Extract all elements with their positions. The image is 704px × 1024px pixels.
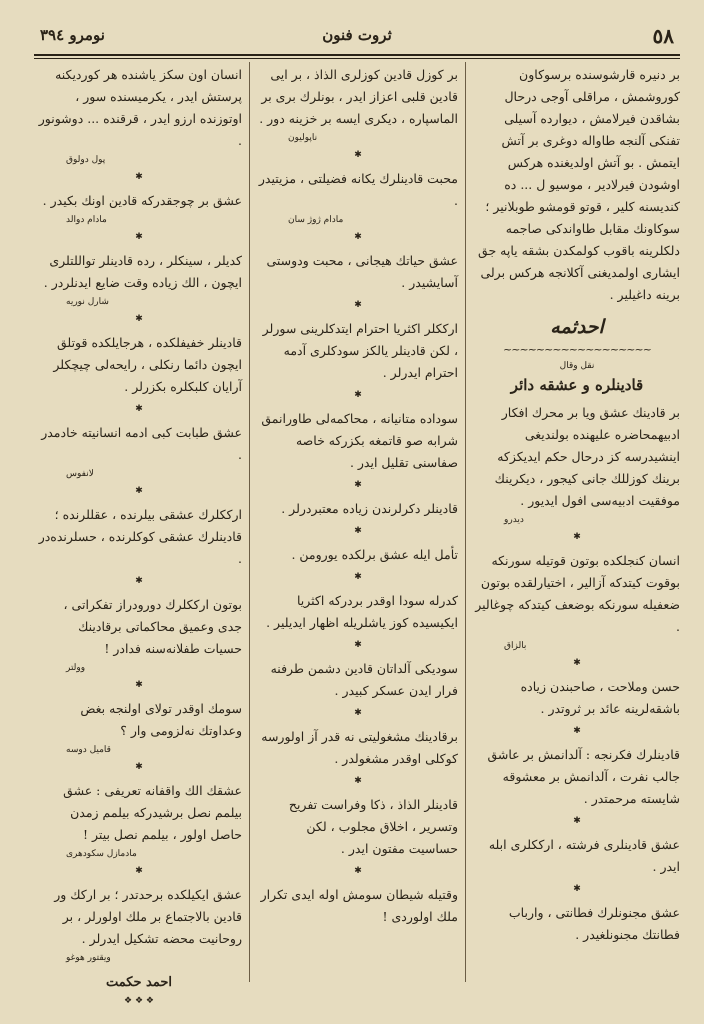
star-separator: ✱ (354, 390, 362, 400)
column-divider (465, 62, 466, 982)
quote-paragraph: سومك اوقدر تولای اولنجه بغض وعداوتك نه‌لزومی وار ؟ (80, 701, 242, 738)
quote-paragraph: انسان اون سکز یاشنده هر کوردیکنه پرستش ایدر ، یکرمیسنده سور ، اوتوزنده ارزو ایدر ، قرقنده ... دوشونور . (38, 67, 242, 148)
quote-paragraph: کدرله سودا اوقدر بردرکه اکثریا ایکیسیده کوز یاشلریله اظهار ایدیلیر . (266, 593, 458, 630)
quote-paragraph: عشق حیاتك هیجانی ، محبت ودوستی آسایشیدر . (266, 253, 458, 290)
left-column (36, 64, 242, 1006)
quote-paragraph: تأمل ایله عشق برلکده یورومن . (291, 547, 458, 562)
quote-paragraph: بوتون ارککلرك دورودراز تفکراتی ، جدی وعمیق محاکماتی برقادینك حسیات طفلانه‌سنه فدادر ! (63, 597, 242, 656)
star-separator: ✱ (354, 776, 362, 786)
quote-paragraph: وقتیله شیطان سومش اوله ایدی تکرار ملك اولوردی ! (260, 887, 458, 924)
quote-paragraph: انسان کنجلکده بوتون قوتیله‌ سورنکه بوقوت کیتدکه آزالیر ، اختیارلقده بوتون ضعفیله سورنکه بوضعف کیتدکه چوغالیر . (475, 553, 680, 634)
star-separator: ✱ (135, 404, 143, 414)
quote-author: قامیل دوسه (66, 745, 111, 755)
star-separator: ✱ (135, 172, 143, 182)
star-separator: ✱ (135, 576, 143, 586)
quote-paragraph: عشقك الك واقفانه تعریفی : عشق بیلمم نصل برشیدرکه بیلمم زمدن حاصل اولور ، بیلمم نصل بیتر ! (63, 783, 242, 842)
star-separator: ✱ (354, 526, 362, 536)
star-separator: ✱ (354, 232, 362, 242)
newspaper-page (34, 22, 680, 1006)
quote-author: مادام دوالد (66, 215, 107, 225)
star-separator: ✱ (354, 300, 362, 310)
star-separator: ✱ (354, 480, 362, 490)
star-separator: ✱ (135, 232, 143, 242)
header-rule-thin (34, 58, 680, 59)
quote-author: پول دولوق (66, 155, 106, 165)
quote-author: لانفوس (66, 469, 94, 479)
quote-author: ویقتور هوغو (66, 953, 111, 963)
quote-paragraph: قادینلر دکرلرندن زیاده معتبردرلر . (281, 501, 458, 516)
quote-paragraph: عشق قادینلری فرشته ، ارککلری ابله ایدر . (488, 837, 680, 874)
quote-paragraph: کدیلر ، سینکلر ، رده قادینلر تواللتلری ایچون ، الك زیاده وقت ضایع ایدنلردر . (43, 253, 242, 290)
star-separator: ✱ (573, 884, 581, 894)
quote-author: بالزاق (504, 641, 527, 651)
star-separator: ✱ (354, 150, 362, 160)
star-separator: ✱ (354, 572, 362, 582)
star-separator: ✱ (135, 762, 143, 772)
story-ending: بر دنیره قارشوسنده برسوکاون کوروشمش ، مراقلی آوجی درحال بشاقدن فیرلامش ، دیوارده آسیلی تفنکی آلنجه طاواله دوغری بر آتش ایتمش . بو آتش اولدیغنده هرکس اوشودن فیرلادیر ، موسیو ل ... ده کندیسنه کلیر ، قوتو قومشو طوبلانیر ؛ سوکاونك مقابل طاواندکی صاجمه دلکلرینه باقوب کولمکدن بشقه یاپه جق ایشاری اولمدیغنی آکلانجه هرکس برلی برینه داغیلیر . (478, 67, 680, 302)
right-column (474, 64, 680, 984)
journal-title: ثروت فنون (322, 26, 392, 44)
issue-number: نومرو ٣٩٤ (40, 26, 105, 44)
quote-author: دیدرو (504, 515, 524, 525)
quote-author: ناپولیون (288, 133, 318, 143)
page-header (34, 22, 680, 52)
quote-paragraph: سودیکی آلداتان قادین دشمن طرفنه فرار ایدن عسکر کبیدر . (270, 661, 458, 698)
star-separator: ✱ (573, 658, 581, 668)
left-column-quotes (36, 64, 242, 964)
author-signature: احمد حکمت (105, 975, 172, 990)
quote-author: شارل نوریه (66, 297, 109, 307)
star-separator: ✱ (135, 680, 143, 690)
quote-paragraph: قادینلرك فکرنجه : آلدانمش بر عاشق جالب نفرت ، آلدانمش بر معشوقه شایسته مرحمتدر . (487, 747, 680, 806)
quote-paragraph: عشق بر چوجقدرکه قادین اونك بکیدر . (42, 193, 242, 208)
wavy-divider: ~~~~~~~~~~~~~~~~~~ (503, 344, 651, 356)
header-rule (34, 54, 680, 56)
quote-paragraph: عشق طبابت کبی ادمه انسانیته خادمدر . (41, 425, 242, 462)
quote-paragraph: قادینلر الذاذ ، ذکا وفراست تفریح وتسریر ، اخلاق مجلوب ، لکن حساسیت مفتون ایدر . (288, 797, 458, 856)
section-subnote: نقل وقال (559, 361, 595, 371)
quote-paragraph: عشق مجنونلرك فطانتی ، وارباب فطانتك مجنونلغیدر . (508, 905, 680, 942)
star-separator: ✱ (354, 866, 362, 876)
right-column-quotes (474, 402, 680, 946)
star-separator: ✱ (135, 866, 143, 876)
quote-paragraph: بر قادینك عشق ویا بر محرك افکار ادبیهمحاضره علیهنده بولندیغی اینشیدرسه کز درحال حکم ایدیکزکه برینك کوزللك جانی کیجور ، دیکرینك موفقیت ادبیه‌سی افول ایدیور . (494, 405, 680, 508)
quote-paragraph: بر کوزل قادین کوزلری الذاذ ، بر ایی قادین قلبی اعزاز ایدر ، بونلرك بری بر الماسپاره ، دیکری ایسه بر خزینه‌ دور . (259, 67, 458, 126)
star-separator: ✱ (573, 816, 581, 826)
quote-paragraph: سوداده متانیانه ، محاکمه‌لی طاورانمق شرابه صو قاتمغه بکزرکه خاصه صفاسنی تقلیل ایدر . (261, 411, 458, 470)
star-separator: ✱ (135, 314, 143, 324)
column-divider (249, 62, 250, 982)
quote-paragraph: ارککلر اکثریا احترام ایتدکلرینی سورلر ، لکن قادینلر یالکز سودکلری آدمه احترام ایدرلر . (262, 321, 458, 380)
quote-author: مادمازل سکودهری (66, 849, 137, 859)
end-ornament: ❖ ❖ ❖ (124, 996, 154, 1006)
quote-author: مادام ژوژ سان (288, 215, 344, 225)
quote-paragraph: ارککلرك عشقی بیلرنده ، عقللرنده ؛ قادینلرك عشقی کوکلرنده ، حسلرنده‌در . (38, 507, 242, 566)
quote-paragraph: حسن وملاحت ، صاحبندن زیاده باشقه‌لرینه عائد بر ثروتدر . (520, 679, 680, 716)
quote-paragraph: قادینلر خفیفلکده ، هرجایلکده قوتلق ایچون دائما رنکلی ، رایحه‌لی چیچکلر آرایان کلبکلره بکزرلر . (53, 335, 242, 394)
article-title: قادینلره و عشقه دائر (510, 376, 644, 394)
star-separator: ✱ (135, 486, 143, 496)
quote-author: وولتر (66, 663, 86, 673)
star-separator: ✱ (354, 640, 362, 650)
star-separator: ✱ (573, 532, 581, 542)
star-separator: ✱ (573, 726, 581, 736)
middle-column (258, 64, 458, 984)
section-title: احدثمه (550, 316, 604, 338)
quote-paragraph: برقادینك مشغولیتی نه‌ قدر آز اولورسه کوکلی اوقدر مشغولدر . (261, 729, 458, 766)
page-number: ٥٨ (652, 24, 674, 48)
quote-paragraph: محبت قادینلرك یکانه فضیلتی ، مزیتیدر . (258, 171, 458, 208)
star-separator: ✱ (354, 708, 362, 718)
quote-paragraph: عشق ایکیلکده برحدتدر ؛ بر ارکك ور قادین بالاجتماع بر ملك اولورلر ، بر روحانیت محضه تشکیل ایدرلر . (54, 887, 242, 946)
